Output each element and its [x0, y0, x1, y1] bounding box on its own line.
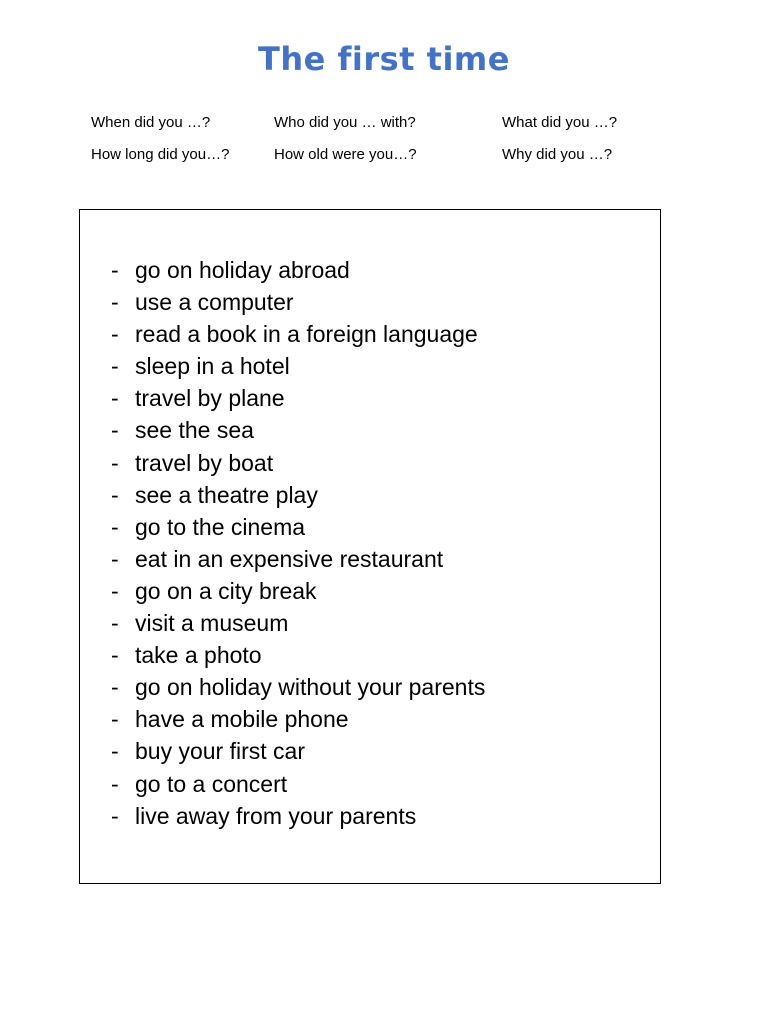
list-item — [111, 768, 641, 800]
activity-text: sleep in a hotel — [135, 353, 290, 380]
bullet-dash: - — [111, 257, 119, 283]
bullet-dash: - — [111, 706, 119, 733]
bullet-dash: - — [111, 417, 119, 444]
question-prompt: Who did you … with? — [274, 114, 416, 131]
list-item — [111, 735, 641, 767]
question-prompt: How long did you…? — [91, 146, 230, 163]
activity-text: see a theatre play — [135, 481, 318, 508]
list-item — [111, 479, 641, 511]
question-prompt: How old were you…? — [274, 146, 417, 163]
activity-box — [79, 209, 661, 884]
list-item — [111, 318, 641, 350]
bullet-dash: - — [111, 738, 119, 765]
activity-text: go on a city break — [135, 577, 317, 604]
bullet-dash: - — [111, 674, 119, 701]
list-item — [111, 575, 641, 607]
activity-text: travel by boat — [135, 449, 274, 476]
bullet-dash: - — [111, 513, 119, 540]
list-item — [111, 414, 641, 446]
bullet-dash: - — [111, 770, 119, 797]
activity-text: eat in an expensive restaurant — [135, 545, 444, 572]
activity-text: read a book in a foreign language — [135, 321, 478, 348]
activity-text: travel by plane — [135, 385, 285, 412]
list-item — [111, 286, 641, 318]
activity-text: go on holiday without your parents — [135, 674, 486, 701]
activity-text: go on holiday abroad — [135, 257, 350, 283]
activity-text: live away from your parents — [135, 802, 417, 829]
activity-text: visit a museum — [135, 610, 289, 637]
bullet-dash: - — [111, 577, 119, 604]
bullet-dash: - — [111, 449, 119, 476]
list-item — [111, 447, 641, 479]
list-item — [111, 543, 641, 575]
question-prompt: Why did you …? — [502, 146, 613, 163]
activity-list — [111, 254, 641, 832]
bullet-dash: - — [111, 545, 119, 572]
bullet-dash: - — [111, 353, 119, 380]
list-item — [111, 639, 641, 671]
bullet-dash: - — [111, 321, 119, 348]
bullet-dash: - — [111, 610, 119, 637]
activity-text: take a photo — [135, 642, 262, 669]
list-item — [111, 254, 641, 286]
list-item — [111, 703, 641, 735]
list-item — [111, 800, 641, 832]
bullet-dash: - — [111, 642, 119, 669]
activity-text: use a computer — [135, 289, 294, 316]
bullet-dash: - — [111, 481, 119, 508]
activity-text: go to a concert — [135, 770, 288, 797]
question-prompt: When did you …? — [91, 114, 211, 131]
bullet-dash: - — [111, 289, 119, 316]
question-prompts — [91, 113, 651, 177]
list-item — [111, 382, 641, 414]
activity-text: see the sea — [135, 417, 254, 444]
bullet-dash: - — [111, 385, 119, 412]
question-prompt: What did you …? — [502, 114, 618, 131]
activity-text: go to the cinema — [135, 513, 306, 540]
activity-text: buy your first car — [135, 738, 305, 765]
list-item — [111, 671, 641, 703]
list-item — [111, 511, 641, 543]
bullet-dash: - — [111, 802, 119, 829]
activity-text: have a mobile phone — [135, 706, 349, 733]
list-item — [111, 607, 641, 639]
list-item — [111, 350, 641, 382]
page-title: The first time — [258, 40, 510, 78]
